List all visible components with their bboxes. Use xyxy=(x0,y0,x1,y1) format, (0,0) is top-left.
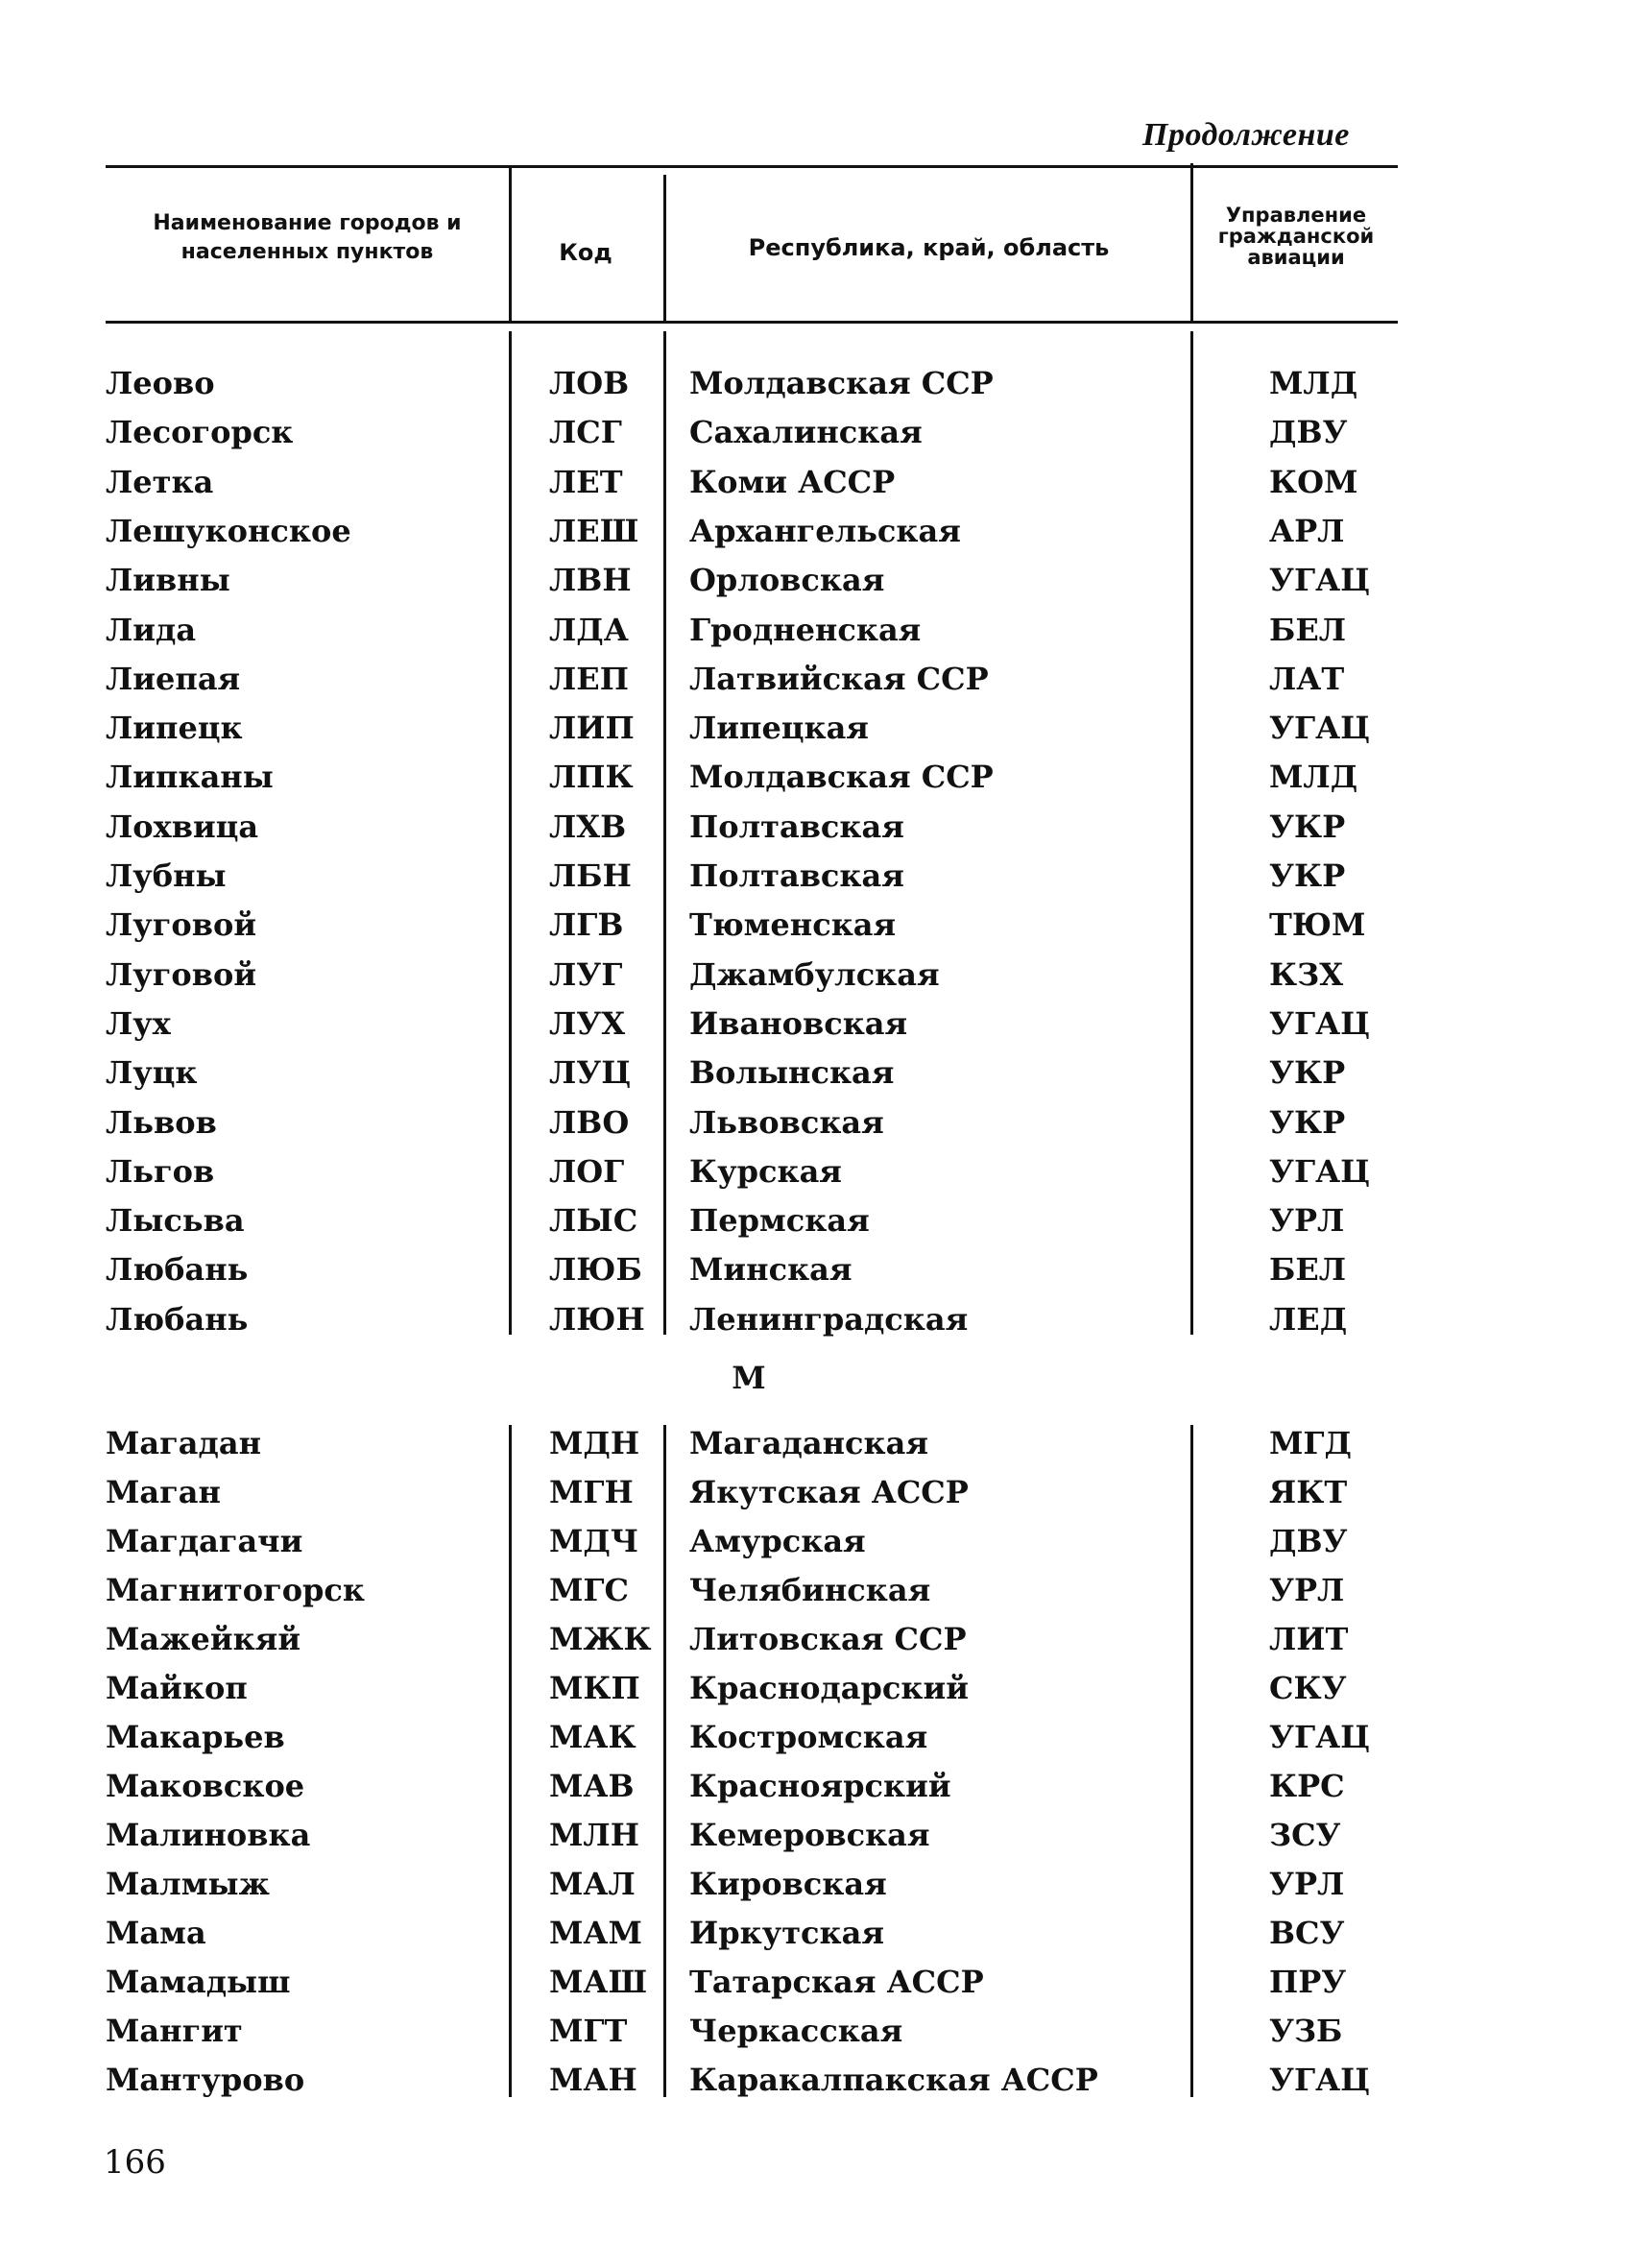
header-divider xyxy=(1190,163,1193,321)
table-row xyxy=(0,1860,1633,1909)
region-name: Латвийская ССР xyxy=(689,660,989,697)
table-row xyxy=(0,408,1633,457)
region-name: Липецкая xyxy=(689,710,869,747)
uga-code: ЛАТ xyxy=(1269,660,1345,697)
uga-code: УКР xyxy=(1269,857,1346,894)
city-code: МАМ xyxy=(549,1915,642,1951)
region-name: Челябинская xyxy=(689,1572,931,1608)
table-row xyxy=(0,1000,1633,1049)
uga-code: ЛИТ xyxy=(1269,1621,1349,1657)
column-header-code: Код xyxy=(559,239,612,266)
uga-code: МГД xyxy=(1269,1425,1352,1461)
uga-code: ДВУ xyxy=(1269,1523,1348,1559)
city-code: ЛУГ xyxy=(549,955,623,993)
city-name: Липканы xyxy=(106,759,274,796)
uga-code: УРЛ xyxy=(1269,1866,1345,1902)
uga-code: УГАЦ xyxy=(1269,1152,1371,1190)
city-code: ЛЫС xyxy=(549,1202,638,1240)
city-code: МЛН xyxy=(549,1817,639,1853)
city-name: Магнитогорск xyxy=(106,1572,366,1608)
uga-code: МЛД xyxy=(1269,365,1358,401)
region-name: Полтавская xyxy=(689,857,904,894)
column-header-name: Наименование городов и населенных пунктов xyxy=(153,211,462,264)
city-code: МКП xyxy=(549,1670,640,1706)
city-name: Малиновка xyxy=(106,1817,311,1853)
uga-code: ДВУ xyxy=(1269,414,1348,451)
table-row xyxy=(0,951,1633,1000)
uga-code: УРЛ xyxy=(1269,1202,1345,1240)
city-name: Мама xyxy=(106,1915,206,1951)
table-row xyxy=(0,803,1633,852)
region-name: Краснодарский xyxy=(689,1670,969,1706)
continued-label: Продолжение xyxy=(1142,117,1350,153)
table-row xyxy=(0,704,1633,753)
city-name: Любань xyxy=(106,1251,249,1289)
city-code: ЛОГ xyxy=(549,1152,625,1190)
region-name: Минская xyxy=(689,1251,853,1289)
table-row xyxy=(0,753,1633,802)
uga-code: УГАЦ xyxy=(1269,1004,1371,1042)
region-name: Каракалпакская АССР xyxy=(689,2062,1098,2098)
region-name: Магаданская xyxy=(689,1425,928,1461)
city-name: Любань xyxy=(106,1300,249,1338)
uga-code: ПРУ xyxy=(1269,1964,1347,2000)
table-row xyxy=(0,458,1633,507)
region-name: Кемеровская xyxy=(689,1817,930,1853)
table-row xyxy=(0,901,1633,950)
table-row xyxy=(0,1615,1633,1664)
city-code: ЛВО xyxy=(549,1103,630,1141)
region-name: Полтавская xyxy=(689,808,904,845)
city-name: Луцк xyxy=(106,1054,198,1092)
region-name: Амурская xyxy=(689,1523,866,1559)
uga-code: БЕЛ xyxy=(1269,1251,1347,1289)
city-code: ЛЕП xyxy=(549,660,629,697)
city-code: ЛЮБ xyxy=(549,1251,642,1289)
region-name: Молдавская ССР xyxy=(689,759,994,796)
city-code: ЛЮН xyxy=(549,1300,645,1338)
city-code: ЛЕТ xyxy=(549,463,623,500)
region-name: Курская xyxy=(689,1152,842,1190)
column-header-uga: Управление гражданской авиации xyxy=(1217,204,1375,269)
city-code: ЛОВ xyxy=(549,365,630,401)
city-code: МДН xyxy=(549,1425,640,1461)
uga-code: УРЛ xyxy=(1269,1572,1345,1608)
city-name: Лесогорск xyxy=(106,414,294,451)
city-name: Маковское xyxy=(106,1768,305,1804)
city-name: Лубны xyxy=(106,857,227,894)
city-name: Майкоп xyxy=(106,1670,248,1706)
table-row xyxy=(0,1566,1633,1615)
table-row xyxy=(0,1098,1633,1147)
city-code: ЛПК xyxy=(549,759,634,796)
city-code: ЛБН xyxy=(549,857,632,894)
city-code: МГН xyxy=(549,1474,634,1510)
uga-code: КРС xyxy=(1269,1768,1345,1804)
uga-code: МЛД xyxy=(1269,759,1358,796)
uga-code: УКР xyxy=(1269,1103,1346,1141)
table-row xyxy=(0,1049,1633,1098)
city-code: ЛЕШ xyxy=(549,512,639,549)
table-row xyxy=(0,1147,1633,1196)
table-top-rule xyxy=(106,165,1398,168)
table-row xyxy=(0,852,1633,901)
city-code: ЛУХ xyxy=(549,1004,626,1042)
region-name: Сахалинская xyxy=(689,414,923,451)
city-name: Лида xyxy=(106,611,197,648)
uga-code: УГАЦ xyxy=(1269,2062,1371,2098)
table-row xyxy=(0,1468,1633,1517)
region-name: Архангельская xyxy=(689,512,961,549)
table-row xyxy=(0,655,1633,704)
uga-code: УГАЦ xyxy=(1269,710,1371,747)
uga-code: ТЮМ xyxy=(1269,906,1366,944)
uga-code: СКУ xyxy=(1269,1670,1347,1706)
uga-code: БЕЛ xyxy=(1269,611,1347,648)
header-divider xyxy=(663,175,666,321)
table-row xyxy=(0,1958,1633,2007)
city-name: Макарьев xyxy=(106,1719,285,1755)
city-code: МАВ xyxy=(549,1768,635,1804)
uga-code: КЗХ xyxy=(1269,955,1344,993)
table-row xyxy=(0,1517,1633,1566)
column-header-republic: Республика, край, область xyxy=(748,234,1110,261)
uga-code: УГАЦ xyxy=(1269,562,1371,599)
table-row xyxy=(0,507,1633,556)
table-row xyxy=(0,359,1633,408)
city-code: МДЧ xyxy=(549,1523,639,1559)
city-code: ЛДА xyxy=(549,611,629,648)
region-name: Пермская xyxy=(689,1202,870,1240)
table-row xyxy=(0,606,1633,655)
city-code: МАЛ xyxy=(549,1866,636,1902)
table-row xyxy=(0,1245,1633,1294)
section-letter: М xyxy=(732,1360,766,1396)
region-name: Тюменская xyxy=(689,906,897,944)
city-code: ЛХВ xyxy=(549,808,627,845)
city-name: Мажейкяй xyxy=(106,1621,301,1657)
uga-code: КОМ xyxy=(1269,463,1358,500)
city-name: Мангит xyxy=(106,2013,243,2049)
city-name: Луговой xyxy=(106,906,257,944)
city-name: Летка xyxy=(106,463,214,500)
table-row xyxy=(0,1909,1633,1958)
region-name: Черкасская xyxy=(689,2013,903,2049)
region-name: Ивановская xyxy=(689,1004,908,1042)
city-code: МАК xyxy=(549,1719,636,1755)
table-row xyxy=(0,1713,1633,1762)
region-name: Татарская АССР xyxy=(689,1964,984,2000)
city-name: Лиепая xyxy=(106,660,241,697)
region-name: Кировская xyxy=(689,1866,887,1902)
region-name: Львовская xyxy=(689,1103,884,1141)
header-divider xyxy=(509,167,512,321)
uga-code: УКР xyxy=(1269,808,1346,845)
table-row xyxy=(0,1196,1633,1245)
city-code: МГС xyxy=(549,1572,629,1608)
city-code: МГТ xyxy=(549,2013,628,2049)
table-row xyxy=(0,1664,1633,1713)
city-code: ЛУЦ xyxy=(549,1054,632,1092)
city-code: ЛГВ xyxy=(549,906,624,944)
city-name: Липецк xyxy=(106,710,243,747)
region-name: Костромская xyxy=(689,1719,928,1755)
region-name: Гродненская xyxy=(689,611,922,648)
page-number: 166 xyxy=(104,2143,166,2182)
region-name: Орловская xyxy=(689,562,885,599)
city-code: ЛСГ xyxy=(549,414,622,451)
region-name: Якутская АССР xyxy=(689,1474,969,1510)
city-name: Леово xyxy=(106,365,215,401)
uga-code: ВСУ xyxy=(1269,1915,1345,1951)
city-code: ЛИП xyxy=(549,710,635,747)
city-code: МЖК xyxy=(549,1621,652,1657)
table-row xyxy=(0,556,1633,605)
region-name: Коми АССР xyxy=(689,463,896,500)
region-name: Ленинградская xyxy=(689,1300,969,1338)
region-name: Иркутская xyxy=(689,1915,884,1951)
table-row xyxy=(0,1811,1633,1860)
city-name: Малмыж xyxy=(106,1866,270,1902)
uga-code: УКР xyxy=(1269,1054,1346,1092)
uga-code: УЗБ xyxy=(1269,2013,1343,2049)
city-name: Лохвица xyxy=(106,808,259,845)
city-name: Льгов xyxy=(106,1152,215,1190)
header-bottom-rule xyxy=(106,321,1398,324)
region-name: Джамбулская xyxy=(689,955,940,993)
uga-code: АРЛ xyxy=(1269,512,1345,549)
table-row xyxy=(0,1295,1633,1344)
city-name: Луговой xyxy=(106,955,257,993)
city-name: Мантурово xyxy=(106,2062,305,2098)
city-code: ЛВН xyxy=(549,562,632,599)
city-name: Львов xyxy=(106,1103,217,1141)
table-row xyxy=(0,1419,1633,1468)
table-row xyxy=(0,1762,1633,1811)
uga-code: ЯКТ xyxy=(1269,1474,1348,1510)
city-name: Маган xyxy=(106,1474,221,1510)
city-name: Мамадыш xyxy=(106,1964,291,2000)
city-name: Лешуконское xyxy=(106,512,351,549)
city-name: Магдагачи xyxy=(106,1523,303,1559)
table-row xyxy=(0,2007,1633,2056)
city-name: Магадан xyxy=(106,1425,261,1461)
city-code: МАН xyxy=(549,2062,637,2098)
city-code: МАШ xyxy=(549,1964,648,2000)
uga-code: ЛЕД xyxy=(1269,1300,1348,1338)
city-name: Ливны xyxy=(106,562,230,599)
region-name: Красноярский xyxy=(689,1768,951,1804)
city-name: Лух xyxy=(106,1004,171,1042)
region-name: Волынская xyxy=(689,1054,895,1092)
uga-code: УГАЦ xyxy=(1269,1719,1371,1755)
region-name: Литовская ССР xyxy=(689,1621,967,1657)
table-row xyxy=(0,2056,1633,2105)
region-name: Молдавская ССР xyxy=(689,365,994,401)
city-name: Лысьва xyxy=(106,1202,245,1240)
uga-code: ЗСУ xyxy=(1269,1817,1341,1853)
